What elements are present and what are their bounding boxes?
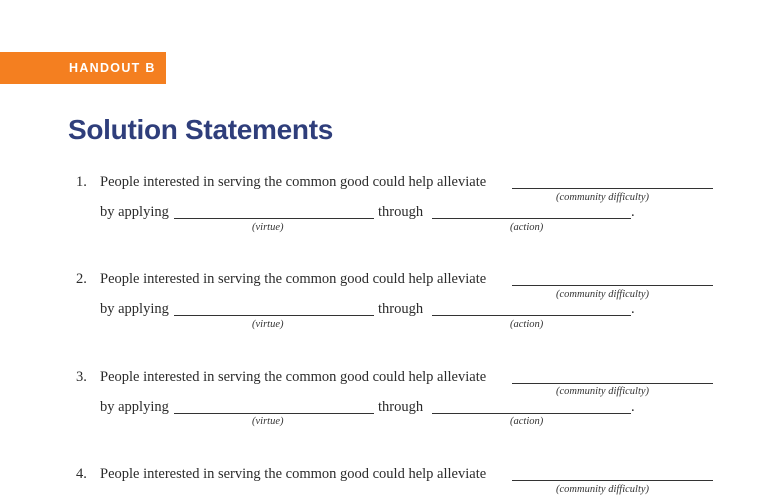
virtue-caption: (virtue) [252, 222, 284, 233]
statement-item [0, 466, 780, 500]
item-number: 2. [76, 271, 87, 287]
difficulty-caption: (community difficulty) [556, 192, 650, 203]
through-label: through [378, 204, 424, 220]
item-number: 1. [76, 174, 87, 190]
virtue-caption: (virtue) [252, 319, 284, 330]
difficulty-caption: (community difficulty) [556, 289, 650, 300]
statement-item [0, 174, 780, 254]
statement-item [0, 271, 780, 351]
difficulty-blank[interactable] [512, 285, 713, 286]
period-mark: . [631, 399, 635, 415]
by-applying-label: by applying [100, 204, 169, 220]
statement-sentence: People interested in serving the common good could help alleviate [100, 466, 487, 482]
difficulty-blank[interactable] [512, 383, 713, 384]
period-mark: . [631, 204, 635, 220]
item-number: 4. [76, 466, 87, 482]
difficulty-caption: (community difficulty) [556, 484, 650, 495]
difficulty-caption: (community difficulty) [556, 386, 650, 397]
action-caption: (action) [510, 319, 544, 330]
statement-sentence: People interested in serving the common good could help alleviate [100, 174, 487, 190]
difficulty-blank[interactable] [512, 188, 713, 189]
action-caption: (action) [510, 416, 544, 427]
item-number: 3. [76, 369, 87, 385]
through-label: through [378, 301, 424, 317]
statement-sentence: People interested in serving the common good could help alleviate [100, 369, 487, 385]
action-caption: (action) [510, 222, 544, 233]
by-applying-label: by applying [100, 301, 169, 317]
page-title: Solution Statements [68, 114, 333, 145]
statement-sentence: People interested in serving the common good could help alleviate [100, 271, 487, 287]
virtue-caption: (virtue) [252, 416, 284, 427]
handout-tag: HANDOUT B [0, 52, 166, 84]
by-applying-label: by applying [100, 399, 169, 415]
period-mark: . [631, 301, 635, 317]
action-blank[interactable] [432, 413, 631, 414]
statement-item [0, 369, 780, 449]
virtue-blank[interactable] [174, 413, 374, 414]
virtue-blank[interactable] [174, 218, 374, 219]
difficulty-blank[interactable] [512, 480, 713, 481]
action-blank[interactable] [432, 315, 631, 316]
virtue-blank[interactable] [174, 315, 374, 316]
action-blank[interactable] [432, 218, 631, 219]
through-label: through [378, 399, 424, 415]
